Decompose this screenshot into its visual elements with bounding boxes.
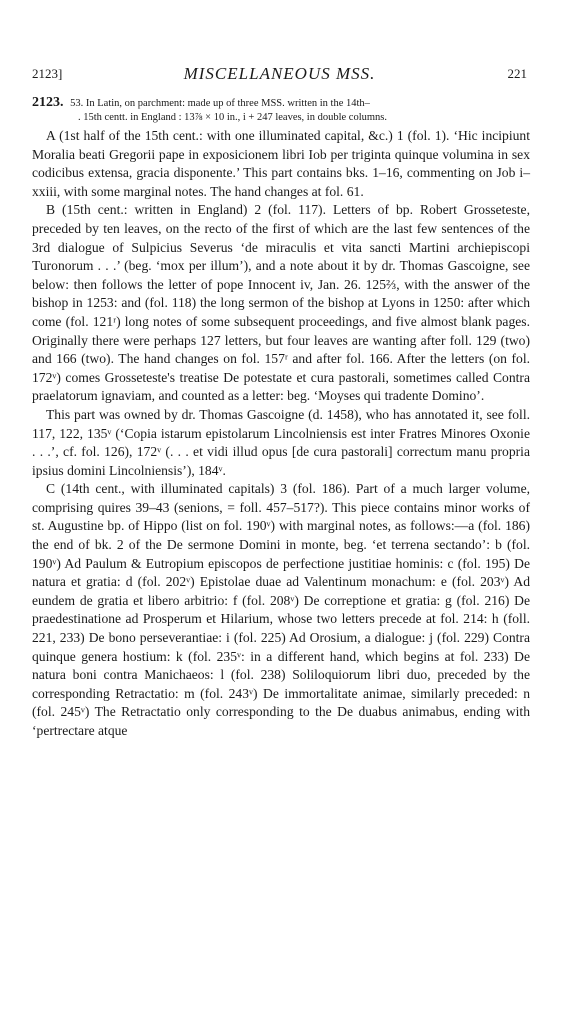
entry-description-line-2: . 15th centt. in England : 13⅞ × 10 in., i + 247 leaves, in double columns. bbox=[78, 112, 388, 123]
paragraph-part-b: B (15th cent.: written in England) 2 (fol. 117). Letters of bp. Robert Grosseteste, preceded by ten leaves, on the recto of the first of which are the last few sentences of the 3rd dialogue of Sulpicius Severus ‘de miraculis et vita sancti Martini archiepiscopi Turonorum . . .’ (beg. ‘mox per illum’), and a note about it by dr. Thomas Gascoigne, see below: then follows the letter of pope Innocent iv, Jan. 26. 125⅔, with the answer of the bishop in 1253: and (fol. 118) the long sermon of the bishop at Lyons in 1250: after which come (fol. 121ʳ) long notes of some subsequent proceedings, and five almost blank pages. Originally there were perhaps 127 letters, but four leaves are wanting after foll. 129 (two) and 166 (two). The hand changes on fol. 157ʳ and after fol. 166. After the letters (on fol. 172ᵛ) comes Grosseteste's treatise De potestate et cura pastorali, sometimes called Contra praelatorum ignaviam, and counted as a letter: beg. ‘Moyses qui tradente Domino’. bbox=[32, 202, 530, 404]
entry-description-line-1: 53. In Latin, on parchment: made up of three MSS. written in the 14th– bbox=[70, 98, 370, 109]
running-header bbox=[32, 64, 527, 86]
entry-body bbox=[32, 127, 530, 741]
paragraph-part-c: C (14th cent., with illuminated capitals) 3 (fol. 186). Part of a much larger volume, comprising quires 39–43 (senions, = foll. 457–517?). This piece contains minor works of st. Augustine bp. of Hippo (list on fol. 190ᵛ) with marginal notes, as follows:—a (fol. 186) the end of bk. 2 of the De sermone Domini in monte, beg. ‘et terrena sectando’: b (fol. 190ᵛ) Ad Paulum & Eutropium episcopos de perfectione justitiae hominis: c (fol. 195) De natura et gratia: d (fol. 202ᵛ) Epistolae duae ad Valentinum monachum: e (fol. 203ᵛ) Ad eundem de gratia et libero arbitrio: f (fol. 208ᵛ) De correptione et gratia: g (fol. 216) De praedestinatione ad Prosperum et Hilarium, whose two letters precede at fol. 214: h (foll. 221, 233) De bono perseverantiae: i (fol. 225) Ad Orosium, a dialogue: j (fol. 229) Contra quinque genera hostium: k (fol. 235ᵛ: in a different hand, which begins at fol. 233) De natura boni contra Manichaeos: l (fol. 238) Soliloquiorum libri duo, preceded by the corresponding Retractatio: m (fol. 243ᵛ) De immortalitate animae, similarly preceded: n (fol. 245ᵛ) The Retractatio only corresponding to the De duabus animabus, ending with ‘pertrectare atque bbox=[32, 481, 530, 738]
page-number: 221 bbox=[507, 66, 527, 81]
entry-heading bbox=[32, 96, 532, 125]
paragraph-gascoigne-note: This part was owned by dr. Thomas Gascoigne (d. 1458), who has annotated it, see foll. 117, 122, 135ᵛ (‘Copia istarum epistolarum Lincolniensis est inter Fratres Minores Oxonie . . .’, cf. fol. 126), 172ᵛ (. . . et vidi illud opus [de cura pastorali] correctum manu propria ipsius domini Lincolniensis’), 184ᵛ. bbox=[32, 406, 530, 478]
entry-number: 2123. bbox=[32, 95, 64, 110]
paragraph-part-a: A (1st half of the 15th cent.: with one illuminated capital, &c.) 1 (fol. 1). ‘Hic incipiunt Moralia beati Gregorii pape in exposicionem libri Iob per triginta quinque volumina in sex codicibus extensa, gracia disponente.’ This part contains bks. 1–16, commenting on Job i–xxiii, with some marginal notes. The hand changes at fol. 61. bbox=[32, 128, 530, 199]
header-title: MISCELLANEOUS MSS. bbox=[183, 64, 376, 83]
header-entry-range: 2123] bbox=[32, 66, 63, 81]
